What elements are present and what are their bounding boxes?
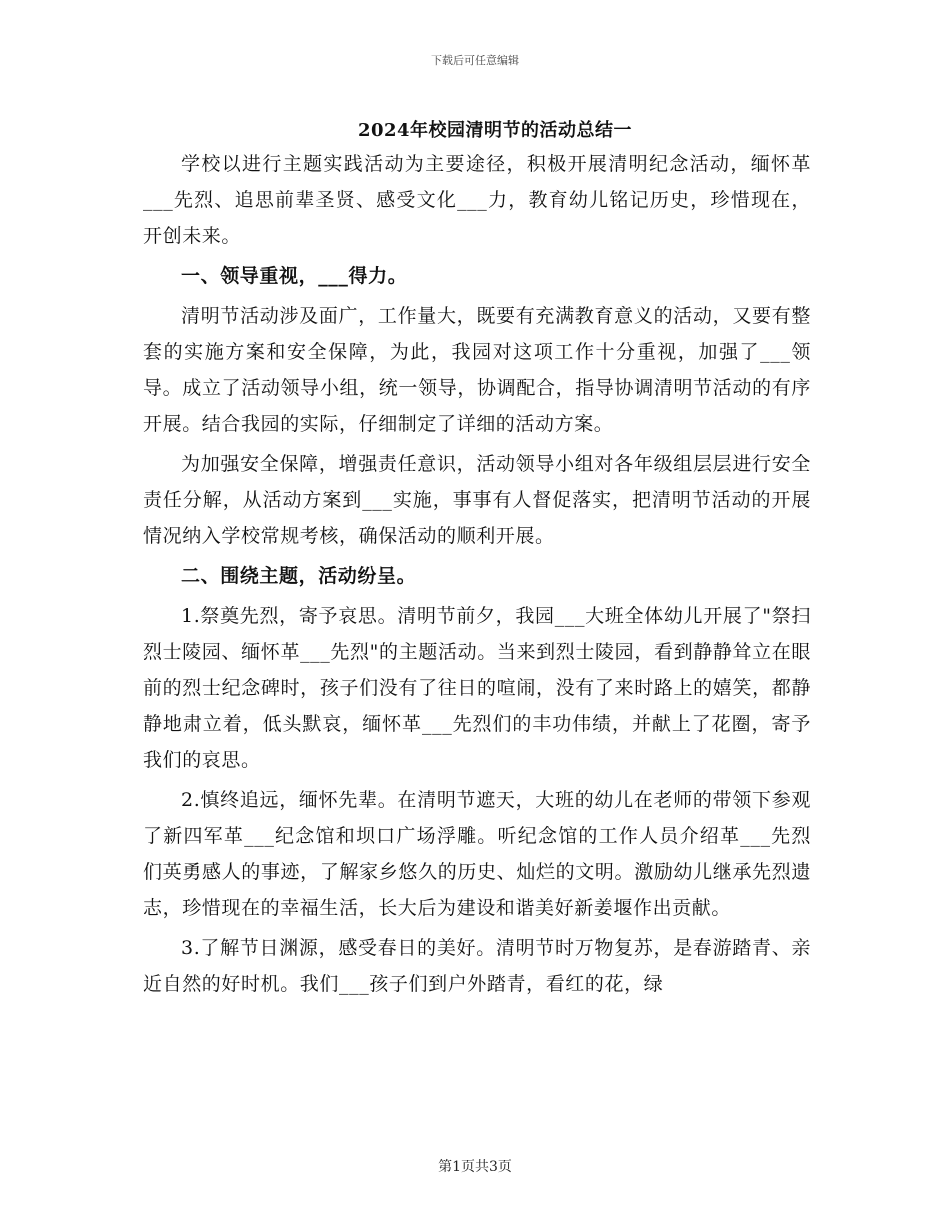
section-1-heading: 一、领导重视，___得力。 (181, 265, 408, 287)
section-2-paragraph-1: 1.祭奠先烈，寄予哀思。清明节前夕，我园___大班全体幼儿开展了"祭扫烈士陵园、缅怀革___先烈"的主题活动。当来到烈士陵园，看到静静耸立在眼前的烈士纪念碑时，孩子们没有了往日的喧闹，没有了来时路上的嬉笑，都静静地肃立着，低头默哀，缅怀革___先烈们的丰功伟绩，并献上了花圈，寄予我们的哀思。 (143, 605, 811, 771)
section-2-paragraph-3: 3.了解节日渊源，感受春日的美好。清明节时万物复苏，是春游踏青、亲近自然的好时机。我们___孩子们到户外踏青，看红的花，绿 (143, 937, 811, 995)
page-footer: 第1页共3页 (438, 1159, 512, 1175)
page-header: 下载后可任意编辑 (431, 54, 519, 67)
section-1-paragraph-2: 为加强安全保障，增强责任意识，活动领导小组对各年级组层层进行安全责任分解，从活动方案到___实施，事事有人督促落实，把清明节活动的开展情况纳入学校常规考核，确保活动的顺利开展。 (143, 453, 811, 547)
section-1-paragraph-1: 清明节活动涉及面广，工作量大，既要有充满教育意义的活动，又要有整套的实施方案和安全保障，为此，我园对这项工作十分重视，加强了___领导。成立了活动领导小组，统一领导，协调配合，指导协调清明节活动的有序开展。结合我园的实际，仔细制定了详细的活动方案。 (143, 305, 811, 435)
intro-paragraph: 学校以进行主题实践活动为主要途径，积极开展清明纪念活动，缅怀革___先烈、追思前辈圣贤、感受文化___力，教育幼儿铭记历史，珍惜现在，开创未来。 (143, 153, 811, 247)
section-2-paragraph-2: 2.慎终追远，缅怀先辈。在清明节遮天，大班的幼儿在老师的带领下参观了新四军革___纪念馆和坝口广场浮雕。听纪念馆的工作人员介绍革___先烈们英勇感人的事迹，了解家乡悠久的历史、灿烂的文明。激励幼儿继承先烈遗志，珍惜现在的幸福生活，长大后为建设和谐美好新姜堰作出贡献。 (143, 789, 811, 919)
section-2-heading: 二、围绕主题，活动纷呈。 (181, 565, 417, 587)
document-title: 2024年校园清明节的活动总结一 (357, 120, 633, 141)
document-body (143, 146, 811, 1002)
